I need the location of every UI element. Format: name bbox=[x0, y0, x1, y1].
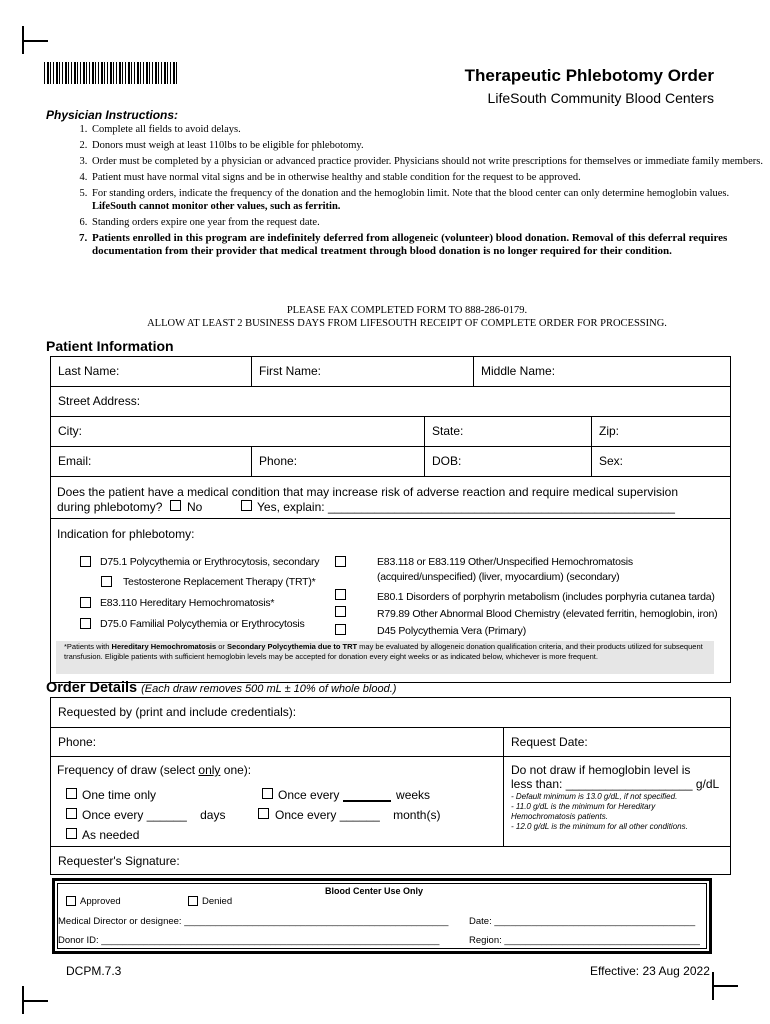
document-code: DCPM.7.3 bbox=[66, 964, 122, 978]
daily-label: Once every ______ days bbox=[82, 808, 226, 822]
indication-r7989-label: R79.89 Other Abnormal Blood Chemistry (elevated ferritin, hemoglobin, iron) bbox=[377, 608, 718, 620]
state-field[interactable]: State: bbox=[424, 416, 592, 447]
indication-d750-label: D75.0 Familial Polycythemia or Erythrocytosis bbox=[100, 618, 305, 630]
first-name-field[interactable]: First Name: bbox=[251, 356, 474, 387]
denied-checkbox[interactable] bbox=[188, 896, 198, 906]
patient-section-title: Patient Information bbox=[46, 338, 174, 354]
indication-e83118-checkbox[interactable] bbox=[335, 556, 346, 567]
frequency-label: Frequency of draw (select only one): bbox=[57, 763, 252, 777]
order-section-note: (Each draw removes 500 mL ± 10% of whole blood.) bbox=[141, 683, 397, 695]
indication-e801-label: E80.1 Disorders of porphyrin metabolism (includes porphyria cutanea tarda) bbox=[377, 591, 715, 603]
corner-mark-bottom-left bbox=[22, 1000, 48, 1002]
indication-d45-checkbox[interactable] bbox=[335, 624, 346, 635]
one-time-checkbox[interactable] bbox=[66, 788, 77, 799]
weekly-label: Once every weeks bbox=[278, 788, 431, 802]
one-time-label: One time only bbox=[82, 788, 157, 802]
fax-instruction: PLEASE FAX COMPLETED FORM TO 888-286-0179. bbox=[286, 305, 528, 316]
approved-label: Approved bbox=[80, 896, 121, 907]
medical-condition-question: Does the patient have a medical condition that may increase risk of adverse reaction and require medical supervision bbox=[57, 485, 678, 499]
indication-r7989-checkbox[interactable] bbox=[335, 606, 346, 617]
medical-condition-question-2: during phlebotomy? bbox=[57, 500, 163, 514]
indication-d750-checkbox[interactable] bbox=[80, 618, 91, 629]
indication-e801-checkbox[interactable] bbox=[335, 589, 346, 600]
phone-field[interactable]: Phone: bbox=[251, 446, 425, 477]
zip-field[interactable]: Zip: bbox=[591, 416, 731, 447]
street-address-field[interactable]: Street Address: bbox=[50, 386, 731, 417]
instructions-heading: Physician Instructions: bbox=[46, 108, 179, 122]
hemoglobin-note-1: - Default minimum is 13.0 g/dL, if not specified. bbox=[511, 792, 678, 801]
indication-e83110-label: E83.110 Hereditary Hemochromatosis* bbox=[100, 597, 275, 609]
indication-label: Indication for phlebotomy: bbox=[57, 527, 195, 541]
indication-trt-label: Testosterone Replacement Therapy (TRT)* bbox=[123, 576, 316, 588]
form-title: Therapeutic Phlebotomy Order bbox=[464, 66, 714, 85]
middle-name-field[interactable]: Middle Name: bbox=[473, 356, 731, 387]
order-section-title: Order Details (Each draw removes 500 mL ± 10% of whole blood.) bbox=[46, 680, 397, 696]
organization-name: LifeSouth Community Blood Centers bbox=[487, 90, 714, 106]
request-date-field[interactable]: Request Date: bbox=[503, 727, 731, 757]
region-field[interactable]: Region: _____________________________________ bbox=[469, 935, 700, 946]
indication-d751-label: D75.1 Polycythemia or Erythrocytosis, secondary bbox=[100, 556, 320, 568]
instruction-item: 5. For standing orders, indicate the frequency of the donation and the hemoglobin limit. Note that the blood center can only determine hemoglobin values. LifeSouth cannot monitor other values, such as ferritin. bbox=[90, 187, 770, 213]
monthly-label: Once every ______ month(s) bbox=[275, 808, 441, 822]
corner-mark-bottom-right-vertical bbox=[712, 972, 714, 1000]
indication-d751-checkbox[interactable] bbox=[80, 556, 91, 567]
condition-no-checkbox[interactable] bbox=[170, 500, 181, 511]
barcode bbox=[44, 62, 177, 84]
as-needed-checkbox[interactable] bbox=[66, 828, 77, 839]
email-field[interactable]: Email: bbox=[50, 446, 252, 477]
hemochromatosis-note: *Patients with Hereditary Hemochromatosis or Secondary Polycythemia due to TRT may be evaluated by allogeneic donation qualification criteria, and their products utilized for subsequent transfusion. Eligible patients with sufficient hemoglobin levels may be accepted for donation every eight weeks or as indicated below, whichever is more frequent. bbox=[56, 641, 714, 674]
corner-mark-bottom-left-vertical bbox=[22, 986, 24, 1014]
medical-director-field[interactable]: Medical Director or designee: __________________________________________________ bbox=[58, 916, 449, 927]
indication-trt-checkbox[interactable] bbox=[101, 576, 112, 587]
weekly-count-input[interactable] bbox=[343, 788, 391, 802]
instruction-item: 6. Standing orders expire one year from the request date. bbox=[90, 216, 770, 229]
approval-date-field[interactable]: Date: ______________________________________ bbox=[469, 916, 696, 927]
indication-d45-label: D45 Polycythemia Vera (Primary) bbox=[377, 625, 527, 637]
hemoglobin-limit-input[interactable]: less than: ___________________ g/dL bbox=[511, 777, 720, 791]
as-needed-label: As needed bbox=[82, 828, 140, 842]
hemoglobin-note-4: - 12.0 g/dL is the minimum for all other conditions. bbox=[511, 822, 688, 831]
donor-id-field[interactable]: Donor ID: ________________________________________________________________ bbox=[58, 935, 440, 946]
hemoglobin-limit-line1: Do not draw if hemoglobin level is bbox=[511, 763, 691, 777]
weekly-checkbox[interactable] bbox=[262, 788, 273, 799]
effective-date: Effective: 23 Aug 2022 bbox=[590, 964, 710, 978]
condition-yes-explain[interactable]: Yes, explain: ____________________________________________________ bbox=[257, 500, 675, 514]
approved-checkbox[interactable] bbox=[66, 896, 76, 906]
corner-mark-bottom-right bbox=[712, 985, 738, 987]
indication-e83118-label-2: (acquired/unspecified) (liver, myocardium) (secondary) bbox=[377, 571, 620, 583]
blood-center-title: Blood Center Use Only bbox=[325, 886, 424, 896]
processing-note: ALLOW AT LEAST 2 BUSINESS DAYS FROM LIFESOUTH RECEIPT OF COMPLETE ORDER FOR PROCESSING. bbox=[147, 318, 667, 329]
instructions-list bbox=[44, 123, 770, 261]
city-field[interactable]: City: bbox=[50, 416, 425, 447]
instruction-item: 3. Order must be completed by a physician or advanced practice provider. Physicians should not write prescriptions for themselves or immediate family members. bbox=[90, 155, 770, 168]
hemoglobin-note-3: Hemochromatosis patients. bbox=[511, 812, 608, 821]
dob-field[interactable]: DOB: bbox=[424, 446, 592, 477]
indication-e83118-label: E83.118 or E83.119 Other/Unspecified Hemochromatosis bbox=[377, 556, 633, 568]
requested-by-field[interactable]: Requested by (print and include credentials): bbox=[50, 697, 731, 728]
sex-field[interactable]: Sex: bbox=[591, 446, 731, 477]
instruction-item: 1. Complete all fields to avoid delays. bbox=[90, 123, 770, 136]
order-phone-field[interactable]: Phone: bbox=[50, 727, 504, 757]
condition-no-label: No bbox=[187, 500, 203, 514]
last-name-field[interactable]: Last Name: bbox=[50, 356, 252, 387]
denied-label: Denied bbox=[202, 896, 233, 907]
daily-checkbox[interactable] bbox=[66, 808, 77, 819]
monthly-checkbox[interactable] bbox=[258, 808, 269, 819]
instruction-item: 7. Patients enrolled in this program are indefinitely deferred from allogeneic (volunteer) blood donation. Removal of this deferral requires documentation from their provider that medical treatment through blood donation is no longer required for their condition. bbox=[90, 232, 770, 258]
indication-e83110-checkbox[interactable] bbox=[80, 597, 91, 608]
corner-mark-top-left-vertical bbox=[22, 26, 24, 54]
instruction-item: 4. Patient must have normal vital signs and be in otherwise healthy and stable condition for the request to be approved. bbox=[90, 171, 770, 184]
corner-mark-top-left bbox=[22, 40, 48, 42]
condition-yes-checkbox[interactable] bbox=[241, 500, 252, 511]
hemoglobin-note-2: - 11.0 g/dL is the minimum for Hereditary bbox=[511, 802, 656, 811]
requester-signature-field[interactable]: Requester's Signature: bbox=[50, 846, 731, 875]
instruction-item: 2. Donors must weigh at least 110lbs to be eligible for phlebotomy. bbox=[90, 139, 770, 152]
